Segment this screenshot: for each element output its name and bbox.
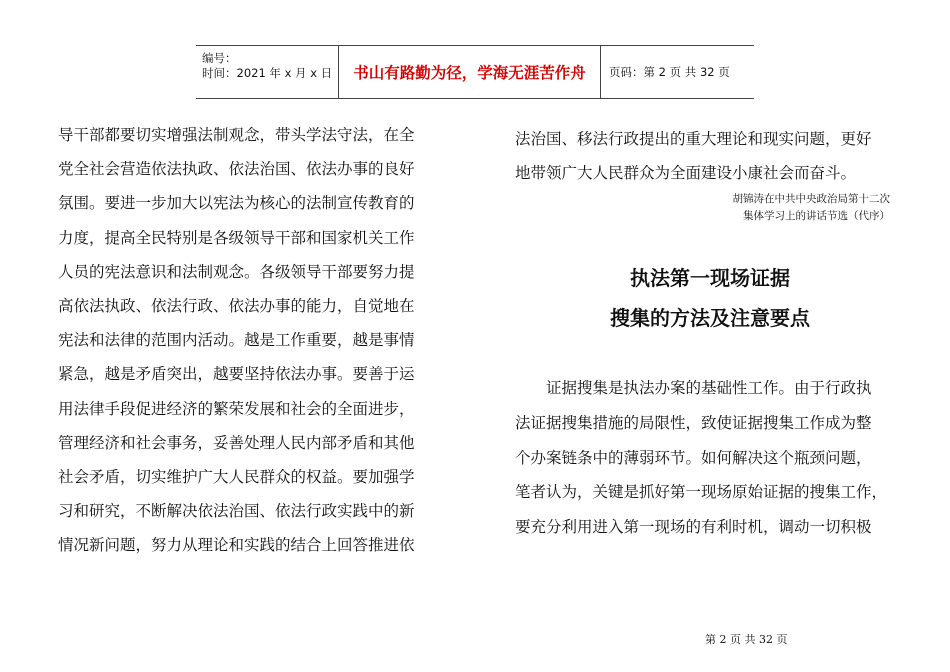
text-line: 证据搜集是执法办案的基础性工作。由于行政执	[546, 379, 872, 397]
text-line: 力度，提高全民特别是各级领导干部和国家机关工作	[58, 228, 415, 247]
text-line: 氛围。要进一步加大以宪法为核心的法制宣传教育的	[58, 194, 415, 213]
text-line: 管理经济和社会事务，妥善处理人民内部矛盾和其他	[58, 433, 415, 452]
text-line: 紧急，越是矛盾突出，越要坚持依法办事。要善于运	[58, 365, 415, 384]
page-header	[196, 45, 754, 99]
text-line: 用法律手段促进经济的繁荣发展和社会的全面进步，	[58, 399, 415, 418]
text-line: 法治国、移法行政提出的重大理论和现实问题，更好	[515, 130, 872, 148]
article-title-line-2: 搜集的方法及注意要点	[610, 306, 810, 330]
article-title-line-1: 执法第一现场证据	[630, 266, 790, 290]
text-line: 人员的宪法意识和法制观念。各级领导干部要努力提	[58, 262, 415, 281]
text-line: 习和研究，不断解决依法治国、依法行政实践中的新	[58, 502, 415, 521]
text-line: 要充分利用进入第一现场的有利时机，调动一切积极	[515, 518, 872, 537]
text-line: 笔者认为，关键是抓好第一现场原始证据的搜集工作，	[515, 483, 888, 502]
text-line: 情况新问题，努力从理论和实践的结合上回答推进依	[58, 536, 415, 555]
right-column-top	[515, 122, 905, 190]
page-footer: 第 2 页 共 32 页	[705, 633, 788, 646]
text-line: 高依法执政、依法行政、依法办事的能力，自觉地在	[58, 296, 415, 315]
left-column	[58, 118, 448, 562]
text-line: 个办案链条中的薄弱环节。如何解决这个瓶颈问题，	[515, 448, 872, 467]
header-meta	[196, 46, 339, 98]
citation	[640, 191, 890, 225]
citation-line: 集体学习上的讲话节选（代序）	[743, 210, 890, 222]
text-line: 宪法和法律的范围内活动。越是工作重要，越是事情	[58, 331, 415, 350]
time-label: 时间：2021 年 x 月 x 日	[202, 66, 333, 80]
text-line: 法证据搜集措施的局限性，致使证据搜集工作成为整	[515, 413, 872, 432]
text-line: 导干部都要切实增强法制观念，带头学法守法，在全	[58, 126, 415, 144]
text-line: 地带领广大人民群众为全面建设小康社会而奋斗。	[515, 164, 857, 183]
citation-line: 胡锦涛在中共中央政治局第十二次	[732, 193, 890, 205]
text-line: 社会矛盾，切实维护广大人民群众的权益。要加强学	[58, 467, 415, 486]
right-column-body	[515, 371, 905, 545]
header-page-label: 页码：第 2 页 共 32 页	[609, 65, 730, 79]
text-line: 党全社会营造依法执政、依法治国、依法办事的良好	[58, 160, 415, 179]
number-label: 编号：	[202, 51, 237, 65]
header-motto: 书山有路勤为径，学海无涯苦作舟	[339, 46, 601, 98]
